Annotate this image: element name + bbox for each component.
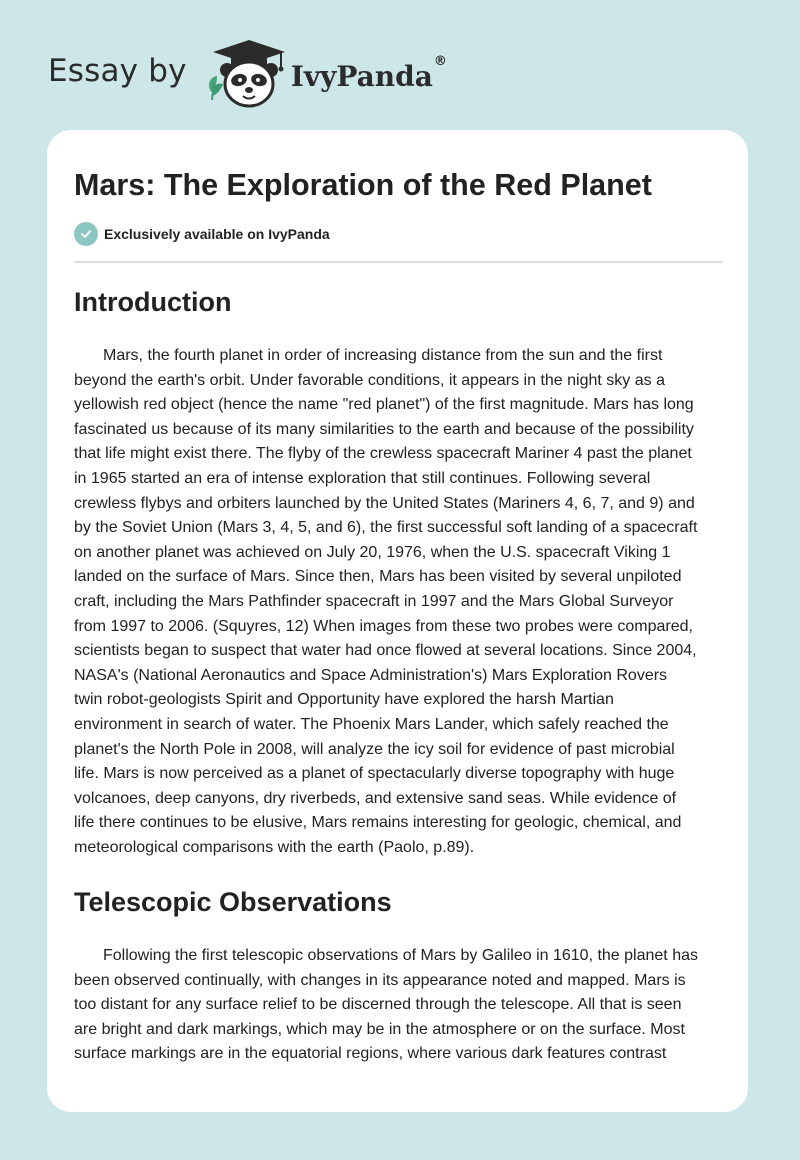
brand-header[interactable]	[48, 38, 447, 110]
paragraph-line: surface markings are in the equatorial regions, where various dark features contrast	[74, 1045, 667, 1063]
essay-title: Mars: The Exploration of the Red Planet	[74, 168, 652, 202]
paragraph-line: that life might exist there. The flyby of the crewless spacecraft Mariner 4 past the planet	[74, 445, 692, 463]
paragraph-line: scientists began to suspect that water had once flowed at several locations. Since 2004,	[74, 642, 697, 660]
paragraph-line: been observed continually, with changes in its appearance noted and mapped. Mars is	[74, 971, 686, 989]
paragraph-line: in 1965 started an era of intense exploration that still continues. Following several	[74, 469, 651, 487]
paragraph-line: craft, including the Mars Pathfinder spacecraft in 1997 and the Mars Global Surveyor	[74, 592, 674, 610]
paragraph-line: are bright and dark markings, which may be in the atmosphere or on the surface. Most	[74, 1020, 685, 1038]
brand-prefix: Essay by	[48, 53, 187, 89]
paragraph-line: NASA's (National Aeronautics and Space Administration's) Mars Exploration Rovers	[74, 666, 668, 684]
introduction-paragraph	[74, 344, 723, 860]
paragraph-line: life. Mars is now perceived as a planet of spectacularly diverse topography with huge	[74, 765, 675, 783]
telescopic-observations-paragraph	[74, 944, 723, 1067]
essay-card	[47, 130, 748, 1112]
paragraph-line: crewless flybys and orbiters launched by the United States (Mariners 4, 6, 7, and 9) and	[74, 494, 695, 512]
brand-name: IvyPanda	[290, 59, 433, 93]
paragraph-line: meteorological comparisons with the earth (Paolo, p.89).	[74, 838, 475, 856]
paragraph-line: from 1997 to 2006. (Squyres, 12) When images from these two probes were compared,	[74, 617, 693, 635]
paragraph-line: life there continues to be elusive, Mars remains interesting for geologic, chemical, and	[74, 814, 682, 832]
paragraph-line: environment in search of water. The Phoenix Mars Lander, which safely reached the	[74, 715, 669, 733]
paragraph-line: planet's the North Pole in 2008, will analyze the icy soil for evidence of past microbial	[74, 740, 675, 758]
registered-mark: ®	[433, 54, 447, 69]
paragraph-line: by the Soviet Union (Mars 3, 4, 5, and 6), the first successful soft landing of a spacecraft	[74, 519, 698, 537]
paragraph-line: Following the first telescopic observations of Mars by Galileo in 1610, the planet has	[103, 947, 698, 964]
paragraph-line: on another planet was achieved on July 20, 1976, when the U.S. spacecraft Viking 1	[74, 543, 671, 561]
section-heading-telescopic-observations: Telescopic Observations	[74, 887, 392, 917]
paragraph-line: twin robot-geologists Spirit and Opportunity have explored the harsh Martian	[74, 691, 614, 709]
paragraph-line: volcanoes, deep canyons, dry riverbeds, and extensive sand seas. While evidence of	[74, 789, 677, 807]
paragraph-line: yellowish red object (hence the name "red planet") of the first magnitude. Mars has long	[74, 396, 694, 414]
title-divider	[74, 261, 723, 263]
exclusive-badge	[74, 222, 330, 246]
panda-logo-icon	[201, 38, 289, 110]
paragraph-line: landed on the surface of Mars. Since then, Mars has been visited by several unpiloted	[74, 568, 682, 586]
check-icon	[74, 222, 98, 246]
section-heading-introduction: Introduction	[74, 287, 232, 317]
paragraph-line: beyond the earth's orbit. Under favorable conditions, it appears in the night sky as a	[74, 371, 665, 389]
exclusive-badge-text: Exclusively available on IvyPanda	[104, 226, 330, 242]
paragraph-line: fascinated us because of its many similarities to the earth and because of the possibility	[74, 420, 694, 438]
paragraph-line: Mars, the fourth planet in order of increasing distance from the sun and the first	[103, 347, 663, 364]
paragraph-line: too distant for any surface relief to be discerned through the telescope. All that is seen	[74, 996, 682, 1014]
